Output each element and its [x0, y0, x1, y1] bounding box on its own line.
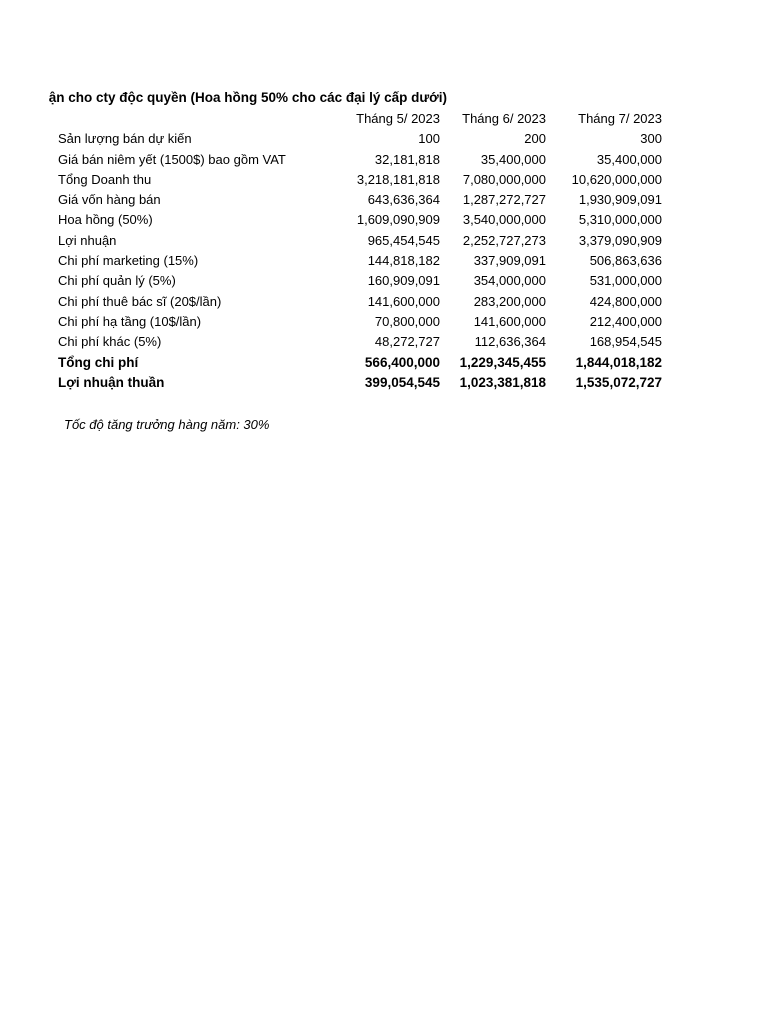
column-header-month-7: Tháng 7/ 2023	[578, 111, 662, 126]
row-label: Chi phí quản lý (5%)	[58, 273, 176, 289]
value-cell: 212,400,000	[589, 313, 662, 329]
row-label: Chi phí thuê bác sĩ (20$/lần)	[58, 293, 222, 309]
value-cell: 10,620,000,000	[571, 171, 662, 187]
table-row	[58, 332, 662, 352]
value-cell: 566,400,000	[364, 354, 440, 370]
column-header-month-6: Tháng 6/ 2023	[462, 111, 546, 126]
table-row	[58, 150, 662, 170]
value-cell: 1,535,072,727	[575, 374, 662, 390]
report-title-text: ận cho cty độc quyền (Hoa hồng 50% cho các đại lý cấp dưới)	[48, 90, 447, 105]
row-label: Sản lượng bán dự kiến	[58, 131, 192, 147]
row-label: Tổng chi phí	[58, 354, 139, 370]
value-cell: 100	[418, 131, 440, 147]
value-cell: 337,909,091	[473, 253, 546, 269]
value-cell: 141,600,000	[473, 313, 546, 329]
value-cell: 32,181,818	[374, 151, 440, 167]
value-cell: 48,272,727	[374, 334, 440, 350]
value-cell: 168,954,545	[589, 334, 662, 350]
row-label: Giá bán niêm yết (1500$) bao gồm VAT	[58, 151, 286, 167]
value-cell: 1,287,272,727	[462, 192, 546, 208]
row-label: Lợi nhuận thuần	[58, 374, 165, 390]
value-cell: 200	[524, 131, 546, 147]
table-row	[58, 190, 662, 210]
value-cell: 3,379,090,909	[578, 232, 662, 248]
value-cell: 35,400,000	[596, 151, 662, 167]
table-body	[58, 129, 662, 393]
value-cell: 2,252,727,273	[462, 232, 546, 248]
table-row	[58, 251, 662, 271]
value-cell: 1,844,018,182	[575, 354, 662, 370]
table-row	[58, 210, 662, 230]
value-cell: 354,000,000	[473, 273, 546, 289]
table-row	[58, 312, 662, 332]
value-cell: 112,636,364	[474, 334, 546, 350]
value-cell: 965,454,545	[367, 232, 440, 248]
value-cell: 70,800,000	[374, 313, 440, 329]
row-label: Chi phí marketing (15%)	[58, 253, 199, 269]
value-cell: 35,400,000	[480, 151, 546, 167]
value-cell: 3,540,000,000	[462, 212, 546, 228]
column-header-month-5: Tháng 5/ 2023	[356, 111, 440, 126]
value-cell: 424,800,000	[589, 293, 662, 309]
value-cell: 399,054,545	[364, 374, 440, 390]
row-label: Hoa hồng (50%)	[58, 212, 153, 228]
value-cell: 1,023,381,818	[459, 374, 546, 390]
table-row	[58, 271, 662, 291]
value-cell: 643,636,364	[367, 192, 440, 208]
value-cell: 283,200,000	[473, 293, 546, 309]
profit-table	[58, 109, 662, 393]
header-row	[58, 109, 662, 129]
value-cell: 144,818,182	[367, 253, 440, 269]
row-label: Tổng Doanh thu	[58, 171, 152, 187]
table-row	[58, 292, 662, 312]
value-cell: 531,000,000	[589, 273, 662, 289]
value-cell: 5,310,000,000	[578, 212, 662, 228]
table-row	[58, 231, 662, 251]
value-cell: 3,218,181,818	[356, 171, 440, 187]
value-cell: 1,229,345,455	[459, 354, 546, 370]
header-label-cell	[58, 109, 320, 129]
value-cell: 160,909,091	[367, 273, 440, 289]
report-title	[0, 88, 700, 108]
row-label: Lợi nhuận	[58, 232, 117, 248]
row-label: Giá vốn hàng bán	[58, 192, 161, 208]
table-row	[58, 373, 662, 393]
value-cell: 506,863,636	[589, 253, 662, 269]
table-row	[58, 129, 662, 149]
growth-rate-note: Tốc độ tăng trưởng hàng năm: 30%	[64, 417, 270, 432]
table-row	[58, 170, 662, 190]
value-cell: 1,930,909,091	[578, 192, 662, 208]
table-row	[58, 353, 662, 373]
value-cell: 1,609,090,909	[356, 212, 440, 228]
row-label: Chi phí hạ tầng (10$/lần)	[58, 313, 202, 329]
value-cell: 141,600,000	[367, 293, 440, 309]
row-label: Chi phí khác (5%)	[58, 334, 162, 350]
value-cell: 7,080,000,000	[462, 171, 546, 187]
value-cell: 300	[640, 131, 662, 147]
